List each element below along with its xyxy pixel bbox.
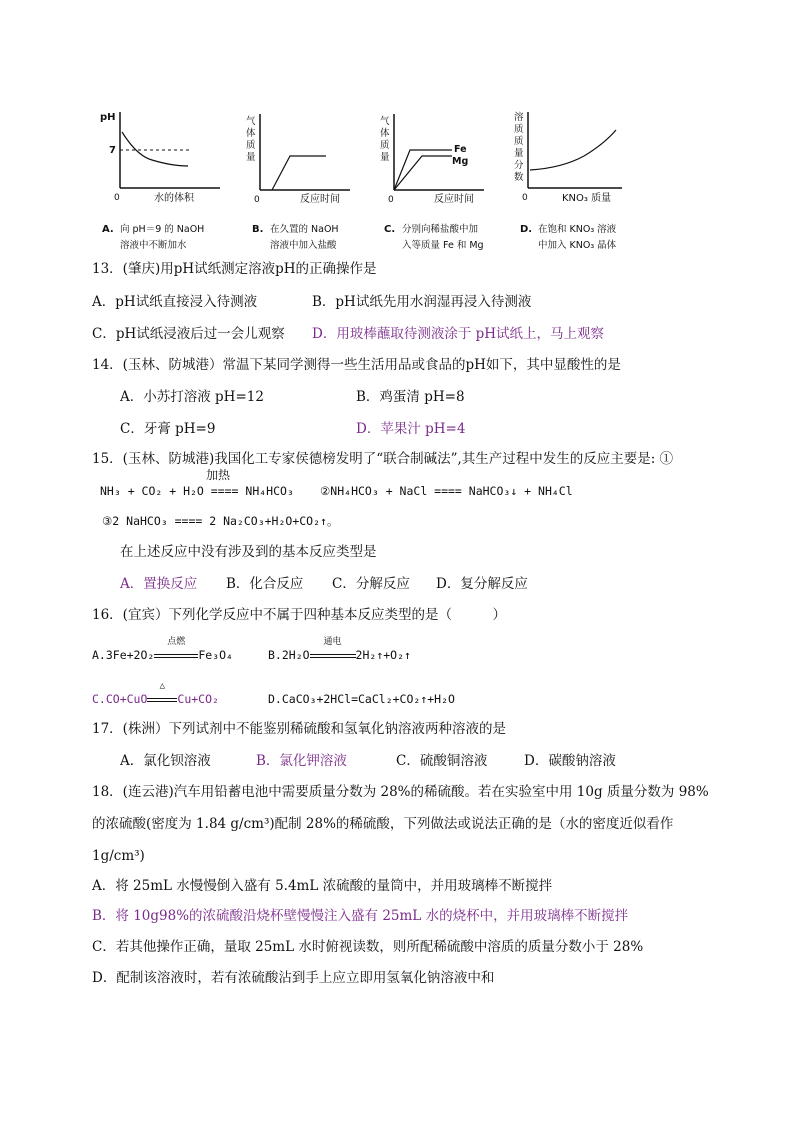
graph-b-line bbox=[272, 156, 326, 190]
q15-prompt: 在上述反应中没有涉及到的基本反应类型是 bbox=[120, 544, 377, 560]
q18-option-d: D．配制该溶液时，若有浓硫酸沾到手上应立即用氢氧化钠溶液中和 bbox=[92, 970, 495, 986]
graph-b-origin: 0 bbox=[254, 195, 260, 205]
graph-d-ylabel-5: 分 bbox=[514, 160, 524, 171]
q16-c-condition bbox=[147, 681, 177, 708]
q13-stem: 13．(肇庆)用pH试纸测定溶液pH的正确操作是 bbox=[92, 261, 377, 277]
graph-b-ylabel-1: 气 bbox=[246, 116, 256, 127]
q14-option-a: A．小苏打溶液 pH=12 bbox=[120, 389, 264, 405]
graph-c-ylabel-3: 质 bbox=[380, 140, 390, 151]
graph-c-caption-letter: C. bbox=[384, 224, 396, 235]
graph-d-ylabel-2: 质 bbox=[514, 124, 524, 135]
q16-b-reactants: B.2H₂O bbox=[268, 648, 310, 662]
q17-option-b: B．氯化钾溶液 bbox=[256, 753, 347, 769]
graph-d bbox=[514, 111, 622, 251]
q16-option-d: D.CaCO₃+2HCl=CaCl₂+CO₂↑+H₂O bbox=[268, 692, 455, 706]
q16-b-products: 2H₂↑+O₂↑ bbox=[355, 648, 411, 662]
q16-a-condition bbox=[154, 637, 198, 664]
graph-d-ylabel-3: 质 bbox=[514, 136, 524, 147]
graph-strip-svg bbox=[92, 104, 632, 254]
graph-a-origin: 0 bbox=[114, 193, 120, 203]
graph-a-ylabel: pH bbox=[100, 112, 116, 123]
q15-option-d: D．复分解反应 bbox=[436, 576, 528, 592]
graph-d-caption-line2: 中加入 KNO₃ 晶体 bbox=[538, 240, 617, 251]
graph-b-caption-line1: 在久置的 NaOH bbox=[270, 224, 339, 235]
graph-d-origin: 0 bbox=[522, 193, 528, 203]
q16-a-reactants: A.3Fe+2O₂ bbox=[92, 648, 155, 662]
q18-option-b: B．将 10g98%的浓硫酸沿烧杯壁慢慢注入盛有 25mL 水的烧杯中，并用玻璃棒不断搅拌 bbox=[92, 908, 629, 924]
q16-a-condition-label: 点燃 bbox=[167, 637, 186, 647]
graph-c bbox=[380, 114, 484, 251]
graph-b-xlabel: 反应时间 bbox=[300, 194, 340, 205]
graph-a-curve bbox=[122, 132, 188, 166]
graph-a bbox=[100, 112, 220, 251]
q15-equation-2: ②NH₄HCO₃ + NaCl ==== NaHCO₃↓ + NH₄Cl bbox=[320, 484, 573, 498]
q14-option-c: C．牙膏 pH=9 bbox=[120, 421, 216, 437]
graph-b-ylabel-3: 质 bbox=[246, 140, 256, 151]
q13-option-d: D．用玻棒蘸取待测液涂于 pH试纸上，马上观察 bbox=[312, 326, 605, 342]
graph-d-curve bbox=[530, 130, 616, 170]
graph-b-ylabel-2: 体 bbox=[246, 128, 256, 139]
q17-option-d: D．碳酸钠溶液 bbox=[524, 753, 616, 769]
q16-option-c bbox=[92, 681, 219, 708]
graph-b bbox=[246, 114, 350, 251]
graph-b-ylabel-4: 量 bbox=[246, 152, 256, 163]
q16-c-condition-label: △ bbox=[159, 681, 166, 691]
graph-d-caption-letter: D. bbox=[520, 224, 533, 235]
q16-c-equals-bar bbox=[147, 698, 177, 702]
graph-c-series-mg: Mg bbox=[452, 156, 469, 167]
graph-a-xlabel: 水的体积 bbox=[154, 193, 194, 204]
q15-equation-1: NH₃ + CO₂ + H₂O ==== NH₄HCO₃ bbox=[100, 484, 294, 498]
graph-a-caption-line2: 溶液中不断加水 bbox=[120, 240, 187, 251]
graph-c-line-mg bbox=[394, 156, 452, 190]
graph-options-figure bbox=[92, 104, 632, 254]
q15-stem: 15．(玉林、防城港)我国化工专家侯德榜发明了“联合制碱法”,其生产过程中发生的反应主要是: ① bbox=[92, 451, 674, 467]
q13-option-c: C．pH试纸浸液后过一会儿观察 bbox=[92, 326, 285, 342]
q17-stem: 17．(株洲）下列试剂中不能鉴别稀硫酸和氢氧化钠溶液两种溶液的是 bbox=[92, 721, 506, 737]
graph-d-ylabel-1: 溶 bbox=[514, 112, 524, 123]
q13-option-b: B．pH试纸先用水润湿再浸入待测液 bbox=[312, 294, 532, 310]
graph-a-ytick: 7 bbox=[109, 145, 116, 156]
graph-d-ylabel-4: 量 bbox=[514, 148, 524, 159]
q16-option-a bbox=[92, 637, 233, 664]
graph-c-origin: 0 bbox=[388, 195, 394, 205]
graph-c-xlabel: 反应时间 bbox=[434, 194, 474, 205]
q14-option-b: B．鸡蛋清 pH=8 bbox=[356, 389, 465, 405]
q16-c-reactants: C.CO+CuO bbox=[92, 692, 148, 706]
q16-b-equals-bar bbox=[310, 654, 356, 658]
q13-option-a: A．pH试纸直接浸入待测液 bbox=[92, 294, 258, 310]
q15-heat-condition: 加热 bbox=[206, 468, 231, 482]
graph-c-caption-line1: 分别向稀盐酸中加 bbox=[402, 224, 479, 235]
q16-c-products: Cu+CO₂ bbox=[177, 692, 219, 706]
q17-option-a: A．氯化钡溶液 bbox=[120, 753, 211, 769]
graph-d-ylabel-6: 数 bbox=[514, 172, 524, 183]
graph-b-caption-letter: B. bbox=[252, 224, 264, 235]
q18-stem-line2: 的浓硫酸(密度为 1.84 g/cm³)配制 28%的稀硫酸，下列做法或说法正确的是（水的密度近似看作 bbox=[92, 816, 674, 832]
graph-c-series-fe: Fe bbox=[454, 144, 467, 155]
q18-stem-line3: 1g/cm³) bbox=[92, 848, 145, 864]
q16-a-products: Fe₃O₄ bbox=[198, 648, 233, 662]
q17-option-c: C．硫酸铜溶液 bbox=[396, 753, 488, 769]
q14-stem: 14．(玉林、防城港）常温下某同学测得一些生活用品或食品的pH如下，其中显酸性的是 bbox=[92, 357, 621, 373]
graph-a-caption-line1: 向 pH＝9 的 NaOH bbox=[120, 224, 205, 235]
q16-option-b bbox=[268, 637, 411, 664]
graph-d-xlabel: KNO₃ 质量 bbox=[562, 193, 612, 204]
graph-d-caption-line1: 在饱和 KNO₃ 溶液 bbox=[538, 224, 617, 235]
q15-equation-3: ③2 NaHCO₃ ==== 2 Na₂CO₃+H₂O+CO₂↑。 bbox=[102, 514, 339, 528]
q18-option-a: A．将 25mL 水慢慢倒入盛有 5.4mL 浓硫酸的量筒中，并用玻璃棒不断搅拌 bbox=[92, 878, 553, 894]
graph-c-ylabel-2: 体 bbox=[380, 128, 390, 139]
q14-option-d: D．苹果汁 pH=4 bbox=[356, 421, 466, 437]
q15-option-a: A．置换反应 bbox=[120, 576, 198, 592]
graph-a-caption-letter: A. bbox=[102, 224, 114, 235]
graph-c-caption-line2: 入等质量 Fe 和 Mg bbox=[402, 240, 484, 251]
q18-stem-line1: 18．(连云港)汽车用铅蓄电池中需要质量分数为 28%的稀硫酸。若在实验室中用 10g 质量分数为 98% bbox=[92, 784, 709, 800]
graph-b-caption-line2: 溶液中加入盐酸 bbox=[270, 240, 337, 251]
q15-option-b: B．化合反应 bbox=[226, 576, 304, 592]
graph-c-ylabel-4: 量 bbox=[380, 152, 390, 163]
q16-a-equals-bar bbox=[154, 654, 198, 658]
q16-b-condition bbox=[310, 637, 356, 664]
q15-option-c: C．分解反应 bbox=[332, 576, 410, 592]
q16-stem: 16．(宜宾）下列化学反应中不属于四种基本反应类型的是（ ） bbox=[92, 607, 506, 623]
q16-b-condition-label: 通电 bbox=[323, 637, 342, 647]
graph-c-ylabel-1: 气 bbox=[380, 116, 390, 127]
q18-option-c: C．若其他操作正确，量取 25mL 水时俯视读数，则所配稀硫酸中溶质的质量分数小于 28% bbox=[92, 939, 644, 955]
